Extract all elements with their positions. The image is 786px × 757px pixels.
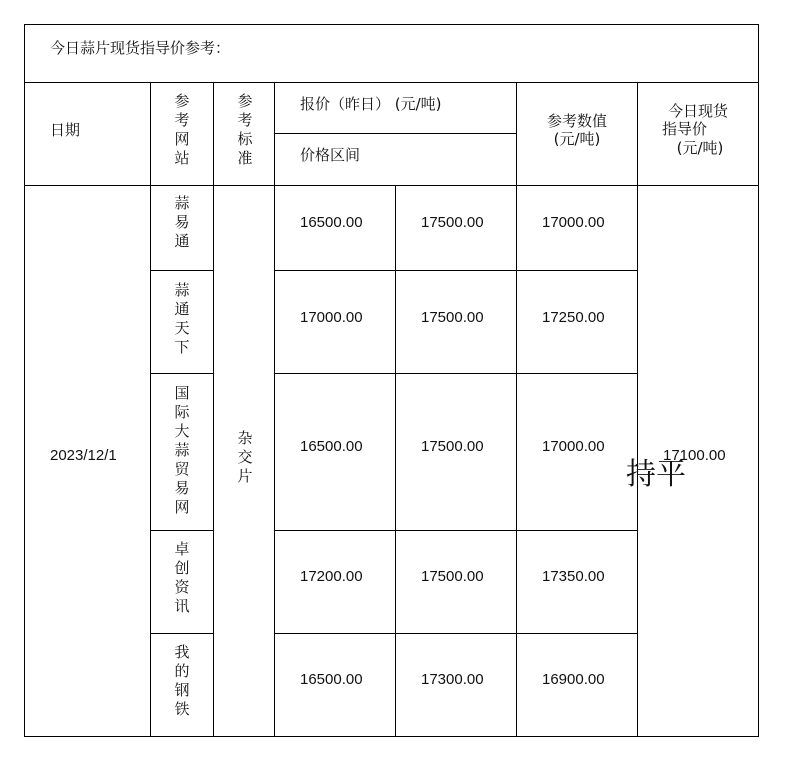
table-rule [150,270,214,271]
table-border-bottom [24,736,759,737]
range-low-cell: 17000.00 [300,309,363,326]
table-rule [516,82,517,737]
header-site: 参考网站 [174,92,190,167]
header-guide-unit: (元/吨) [676,139,724,157]
table-rule [24,185,759,186]
header-standard: 参考标准 [237,92,253,167]
ref-value-cell: 17250.00 [542,309,605,326]
ref-value-cell: 17350.00 [542,568,605,585]
range-high-cell: 17500.00 [421,438,484,455]
date-cell: 2023/12/1 [50,447,117,464]
header-ref-unit: (元/吨) [553,130,601,148]
site-cell: 卓创资讯 [174,540,190,615]
table-rule [150,82,151,737]
table-border-top [24,24,759,25]
table-rule [637,82,638,737]
range-high-cell: 17500.00 [421,214,484,231]
ref-value-cell: 17000.00 [542,438,605,455]
header-ref-value: 参考数值 [546,112,607,130]
table-rule [275,373,638,374]
header-guide-price: 今日现货 [667,102,728,120]
trend-label: 持平 [626,457,686,492]
site-cell: 蒜通天下 [174,281,190,356]
header-range: 价格区间 [300,146,361,164]
table-rule [275,530,638,531]
range-low-cell: 16500.00 [300,671,363,688]
range-high-cell: 17500.00 [421,568,484,585]
site-cell: 蒜易通 [174,194,190,250]
table-rule [275,633,638,634]
table-border-right [758,24,759,737]
header-quote: 报价（昨日） (元/吨) [300,95,442,113]
range-high-cell: 17500.00 [421,309,484,326]
ref-value-cell: 16900.00 [542,671,605,688]
range-low-cell: 16500.00 [300,214,363,231]
header-date: 日期 [50,121,81,139]
table-title: 今日蒜片现货指导价参考： [50,39,231,57]
table-rule [24,82,759,83]
guide-price-cell: 17100.00 [663,447,726,464]
ref-value-cell: 17000.00 [542,214,605,231]
table-rule [150,633,214,634]
range-low-cell: 17200.00 [300,568,363,585]
range-low-cell: 16500.00 [300,438,363,455]
table-rule [274,82,275,737]
range-high-cell: 17300.00 [421,671,484,688]
table-rule [150,530,214,531]
site-cell: 我的钢铁 [174,643,190,718]
standard-cell: 杂交片 [237,429,253,485]
site-cell: 国际大蒜贸易网 [174,384,190,516]
table-rule [150,373,214,374]
table-rule [275,270,638,271]
table-rule [395,185,396,737]
table-border-left [24,24,25,737]
table-rule [213,82,214,737]
table-rule [275,133,517,134]
header-guide-price-2: 指导价 [662,120,708,138]
